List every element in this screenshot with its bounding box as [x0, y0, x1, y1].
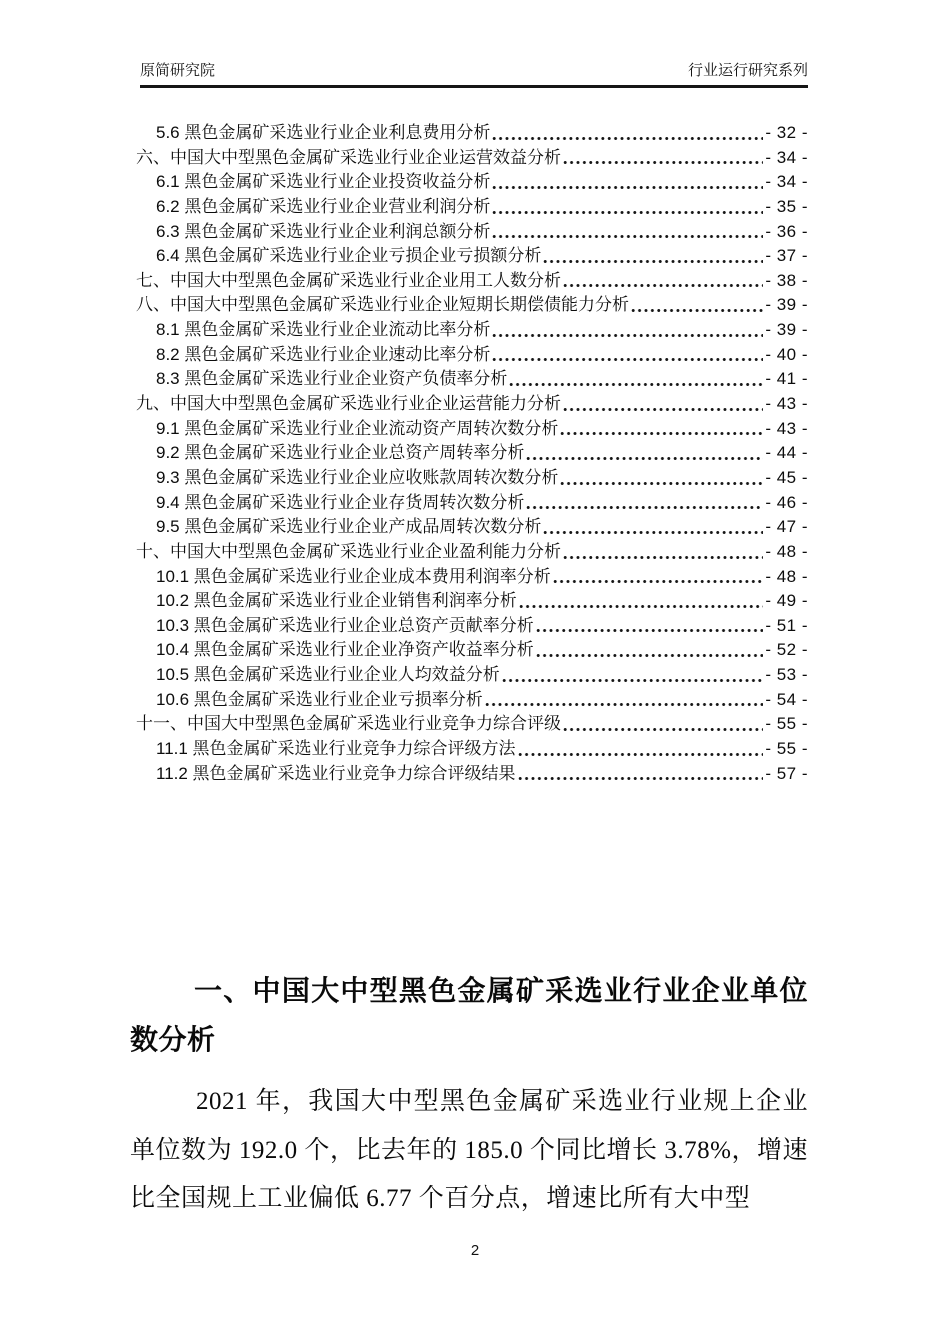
toc-entry-page: - 48 - — [765, 541, 808, 561]
toc-entry — [136, 638, 808, 663]
toc-entry — [136, 565, 808, 590]
dotted-leader — [492, 210, 763, 215]
dotted-leader — [536, 653, 764, 658]
toc-entry-label: 6.3 黑色金属矿采选业行业企业利润总额分析 — [156, 221, 491, 241]
toc-entry-label: 九、中国大中型黑色金属矿采选业行业企业运营能力分析 — [136, 394, 561, 414]
toc-entry — [136, 392, 808, 417]
toc-entry-label: 六、中国大中型黑色金属矿采选业行业企业运营效益分析 — [136, 147, 561, 167]
toc-entry-label: 6.4 黑色金属矿采选业行业企业亏损企业亏损额分析 — [156, 246, 542, 266]
toc-entry-label: 6.1 黑色金属矿采选业行业企业投资收益分析 — [156, 172, 491, 192]
toc-entry-page: - 36 - — [765, 221, 808, 241]
toc-entry-label: 10.3 黑色金属矿采选业行业企业总资产贡献率分析 — [156, 615, 534, 635]
dotted-leader — [519, 604, 764, 609]
toc — [136, 121, 808, 786]
toc-entry — [136, 244, 808, 269]
toc-entry — [136, 343, 808, 368]
toc-entry-page: - 34 - — [765, 147, 808, 167]
toc-entry-label: 10.2 黑色金属矿采选业行业企业销售利润率分析 — [156, 591, 517, 611]
toc-entry-label: 十、中国大中型黑色金属矿采选业行业企业盈利能力分析 — [136, 541, 561, 561]
toc-entry-page: - 52 - — [765, 640, 808, 660]
dotted-leader — [518, 752, 764, 757]
toc-entry-label: 10.6 黑色金属矿采选业行业企业亏损率分析 — [156, 689, 483, 709]
toc-entry — [136, 614, 808, 639]
dotted-leader — [563, 555, 763, 560]
toc-entry-label: 8.3 黑色金属矿采选业行业企业资产负债率分析 — [156, 369, 508, 389]
page-number: 2 — [470, 1242, 480, 1259]
dotted-leader — [526, 456, 763, 461]
toc-entry — [136, 121, 808, 146]
toc-entry-page: - 38 - — [765, 270, 808, 290]
toc-entry — [136, 170, 808, 195]
body-paragraph: 2021 年，我国大中型黑色金属矿采选业行业规上企业单位数为 192.0 个，比去年的 185.0 个同比增长 3.78%，增速比全国规上工业偏低 6.77 个百分点，增速比所有大中型 — [130, 1088, 808, 1213]
dotted-leader — [631, 308, 763, 313]
toc-entry-page: - 39 - — [765, 295, 808, 315]
dotted-leader — [536, 628, 764, 633]
dotted-leader — [553, 579, 764, 584]
toc-entry-page: - 43 - — [765, 418, 808, 438]
header-series: 行业运行研究系列 — [687, 62, 808, 79]
toc-entry — [136, 441, 808, 466]
toc-entry-label: 9.1 黑色金属矿采选业行业企业流动资产周转次数分析 — [156, 418, 559, 438]
dotted-leader — [518, 776, 764, 781]
toc-entry-label: 5.6 黑色金属矿采选业行业企业利息费用分析 — [156, 123, 491, 142]
toc-entry-page: - 35 - — [765, 196, 808, 216]
dotted-leader — [492, 185, 763, 190]
dotted-leader — [492, 234, 763, 239]
toc-entry — [136, 663, 808, 688]
toc-entry-label: 10.5 黑色金属矿采选业行业企业人均效益分析 — [156, 665, 500, 685]
toc-entry-page: - 55 - — [765, 714, 808, 734]
toc-entry-page: - 32 - — [765, 123, 808, 142]
dotted-leader — [492, 357, 763, 362]
toc-entry-label: 9.4 黑色金属矿采选业行业企业存货周转次数分析 — [156, 492, 525, 512]
toc-entry-label: 9.5 黑色金属矿采选业行业企业产成品周转次数分析 — [156, 517, 542, 537]
toc-entry-page: - 48 - — [765, 566, 808, 586]
dotted-leader — [492, 136, 763, 141]
toc-entry-label: 八、中国大中型黑色金属矿采选业行业企业短期长期偿债能力分析 — [136, 295, 629, 315]
toc-entry-page: - 46 - — [765, 492, 808, 512]
page-header — [140, 62, 808, 88]
dotted-leader — [560, 481, 763, 486]
toc-entry — [136, 293, 808, 318]
dotted-leader — [563, 283, 763, 288]
dotted-leader — [560, 431, 763, 436]
toc-entry — [136, 491, 808, 516]
toc-entry-label: 10.1 黑色金属矿采选业行业企业成本费用利润率分析 — [156, 566, 551, 586]
toc-entry — [136, 466, 808, 491]
toc-entry-label: 9.2 黑色金属矿采选业行业企业总资产周转率分析 — [156, 443, 525, 463]
toc-entry-label: 七、中国大中型黑色金属矿采选业行业企业用工人数分析 — [136, 270, 561, 290]
toc-entry-label: 十一、中国大中型黑色金属矿采选业行业竞争力综合评级 — [136, 714, 561, 734]
toc-entry-label: 11.1 黑色金属矿采选业行业竞争力综合评级方法 — [156, 739, 516, 759]
dotted-leader — [485, 702, 764, 707]
toc-entry-page: - 40 - — [765, 344, 808, 364]
toc-entry-page: - 49 - — [765, 591, 808, 611]
toc-entry — [136, 220, 808, 245]
dotted-leader — [526, 505, 763, 510]
chapter-heading: 一、中国大中型黑色金属矿采选业行业企业单位数分析 — [130, 975, 808, 1056]
dotted-leader — [563, 160, 763, 165]
toc-entry-page: - 37 - — [765, 246, 808, 266]
toc-entry-page: - 44 - — [765, 443, 808, 463]
toc-entry — [136, 762, 808, 787]
toc-entry — [136, 515, 808, 540]
toc-entry-page: - 39 - — [765, 320, 808, 340]
toc-entry-page: - 54 - — [765, 689, 808, 709]
toc-entry-label: 8.2 黑色金属矿采选业行业企业速动比率分析 — [156, 344, 491, 364]
toc-entry — [136, 367, 808, 392]
toc-entry — [136, 737, 808, 762]
toc-entry-page: - 57 - — [765, 763, 808, 783]
toc-entry-label: 8.1 黑色金属矿采选业行业企业流动比率分析 — [156, 320, 491, 340]
toc-entry-page: - 51 - — [765, 615, 808, 635]
toc-entry — [136, 195, 808, 220]
toc-entry — [136, 589, 808, 614]
dotted-leader — [543, 259, 763, 264]
toc-entry-page: - 53 - — [765, 665, 808, 685]
toc-entry — [136, 688, 808, 713]
toc-entry — [136, 269, 808, 294]
toc-entry-page: - 45 - — [765, 467, 808, 487]
toc-entry-page: - 47 - — [765, 517, 808, 537]
toc-entry-page: - 41 - — [765, 369, 808, 389]
dotted-leader — [563, 407, 763, 412]
toc-entry-page: - 43 - — [765, 394, 808, 414]
toc-entry-label: 6.2 黑色金属矿采选业行业企业营业利润分析 — [156, 196, 491, 216]
toc-entry-page: - 34 - — [765, 172, 808, 192]
dotted-leader — [492, 333, 763, 338]
toc-entry — [136, 540, 808, 565]
dotted-leader — [502, 678, 764, 683]
toc-entry — [136, 318, 808, 343]
dotted-leader — [509, 382, 763, 387]
toc-entry — [136, 417, 808, 442]
toc-entry-page: - 55 - — [765, 739, 808, 759]
header-publisher: 原简研究院 — [140, 62, 216, 79]
toc-entry — [136, 146, 808, 171]
dotted-leader — [563, 727, 763, 732]
toc-entry-label: 9.3 黑色金属矿采选业行业企业应收账款周转次数分析 — [156, 467, 559, 487]
dotted-leader — [543, 530, 763, 535]
toc-entry-label: 10.4 黑色金属矿采选业行业企业净资产收益率分析 — [156, 640, 534, 660]
toc-entry — [136, 712, 808, 737]
toc-entry-label: 11.2 黑色金属矿采选业行业竞争力综合评级结果 — [156, 763, 516, 783]
